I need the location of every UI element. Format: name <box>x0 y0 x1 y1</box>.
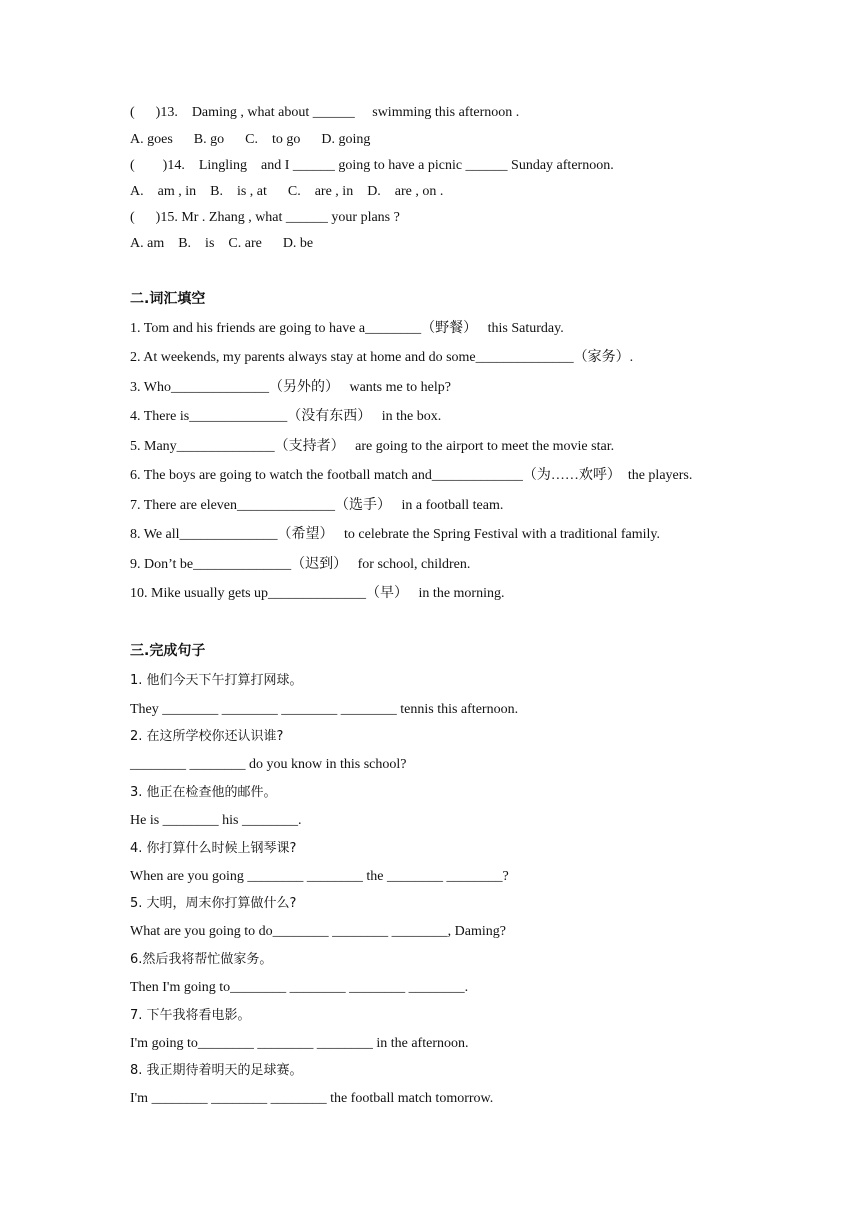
section-2-heading: 二.词汇填空 <box>130 291 206 307</box>
vocab-item-6: 6. The boys are going to watch the football match and_____________（为……欢呼） the players. <box>130 468 693 483</box>
sentence-4-chinese: 4. 你打算什么时候上钢琴课? <box>130 841 297 856</box>
sentence-8-chinese: 8. 我正期待着明天的足球赛。 <box>130 1063 303 1078</box>
sentence-8-english: I'm ________ ________ ________ the football match tomorrow. <box>130 1091 494 1106</box>
sentence-5-english: What are you going to do________ ________ ________, Daming? <box>130 924 507 939</box>
sentence-2-english: ________ ________ do you know in this school? <box>130 757 407 772</box>
question-14: ( )14. Lingling and I ______ going to have a picnic ______ Sunday afternoon. <box>130 158 614 173</box>
sentence-7-chinese: 7. 下午我将看电影。 <box>130 1008 251 1023</box>
section-3-heading: 三.完成句子 <box>130 643 206 659</box>
vocab-item-10: 10. Mike usually gets up______________（早） in the morning. <box>130 586 505 601</box>
sentence-2-chinese: 2. 在这所学校你还认识谁? <box>130 729 284 744</box>
sentence-6-chinese: 6.然后我将帮忙做家务。 <box>130 952 273 967</box>
vocab-item-7: 7. There are eleven______________（选手） in a football team. <box>130 498 504 513</box>
vocab-item-3: 3. Who______________（另外的） wants me to help? <box>130 380 451 395</box>
question-14-options: A. am , in B. is , at C. are , in D. are , on . <box>130 184 444 199</box>
vocab-item-5: 5. Many______________（支持者） are going to the airport to meet the movie star. <box>130 439 615 454</box>
sentence-4-english: When are you going ________ ________ the ________ ________? <box>130 869 509 884</box>
vocab-item-2: 2. At weekends, my parents always stay at home and do some______________（家务）. <box>130 350 634 365</box>
vocab-item-9: 9. Don’t be______________（迟到） for school, children. <box>130 557 471 572</box>
sentence-3-english: He is ________ his ________. <box>130 813 302 828</box>
sentence-7-english: I'm going to________ ________ ________ in the afternoon. <box>130 1036 469 1051</box>
vocab-item-4: 4. There is______________（没有东西） in the box. <box>130 409 442 424</box>
vocab-item-1: 1. Tom and his friends are going to have a________（野餐） this Saturday. <box>130 321 564 336</box>
question-13: ( )13. Daming , what about ______ swimming this afternoon . <box>130 105 520 120</box>
sentence-5-chinese: 5. 大明，周末你打算做什么? <box>130 896 297 911</box>
sentence-1-chinese: 1. 他们今天下午打算打网球。 <box>130 673 303 688</box>
vocab-item-8: 8. We all______________（希望） to celebrate the Spring Festival with a traditional family. <box>130 527 660 542</box>
question-13-options: A. goes B. go C. to go D. going <box>130 132 371 147</box>
sentence-3-chinese: 3. 他正在检查他的邮件。 <box>130 785 277 800</box>
sentence-1-english: They ________ ________ ________ ________ tennis this afternoon. <box>130 702 519 717</box>
question-15: ( )15. Mr . Zhang , what ______ your plans ? <box>130 210 400 225</box>
question-15-options: A. am B. is C. are D. be <box>130 236 314 251</box>
sentence-6-english: Then I'm going to________ ________ ________ ________. <box>130 980 469 995</box>
